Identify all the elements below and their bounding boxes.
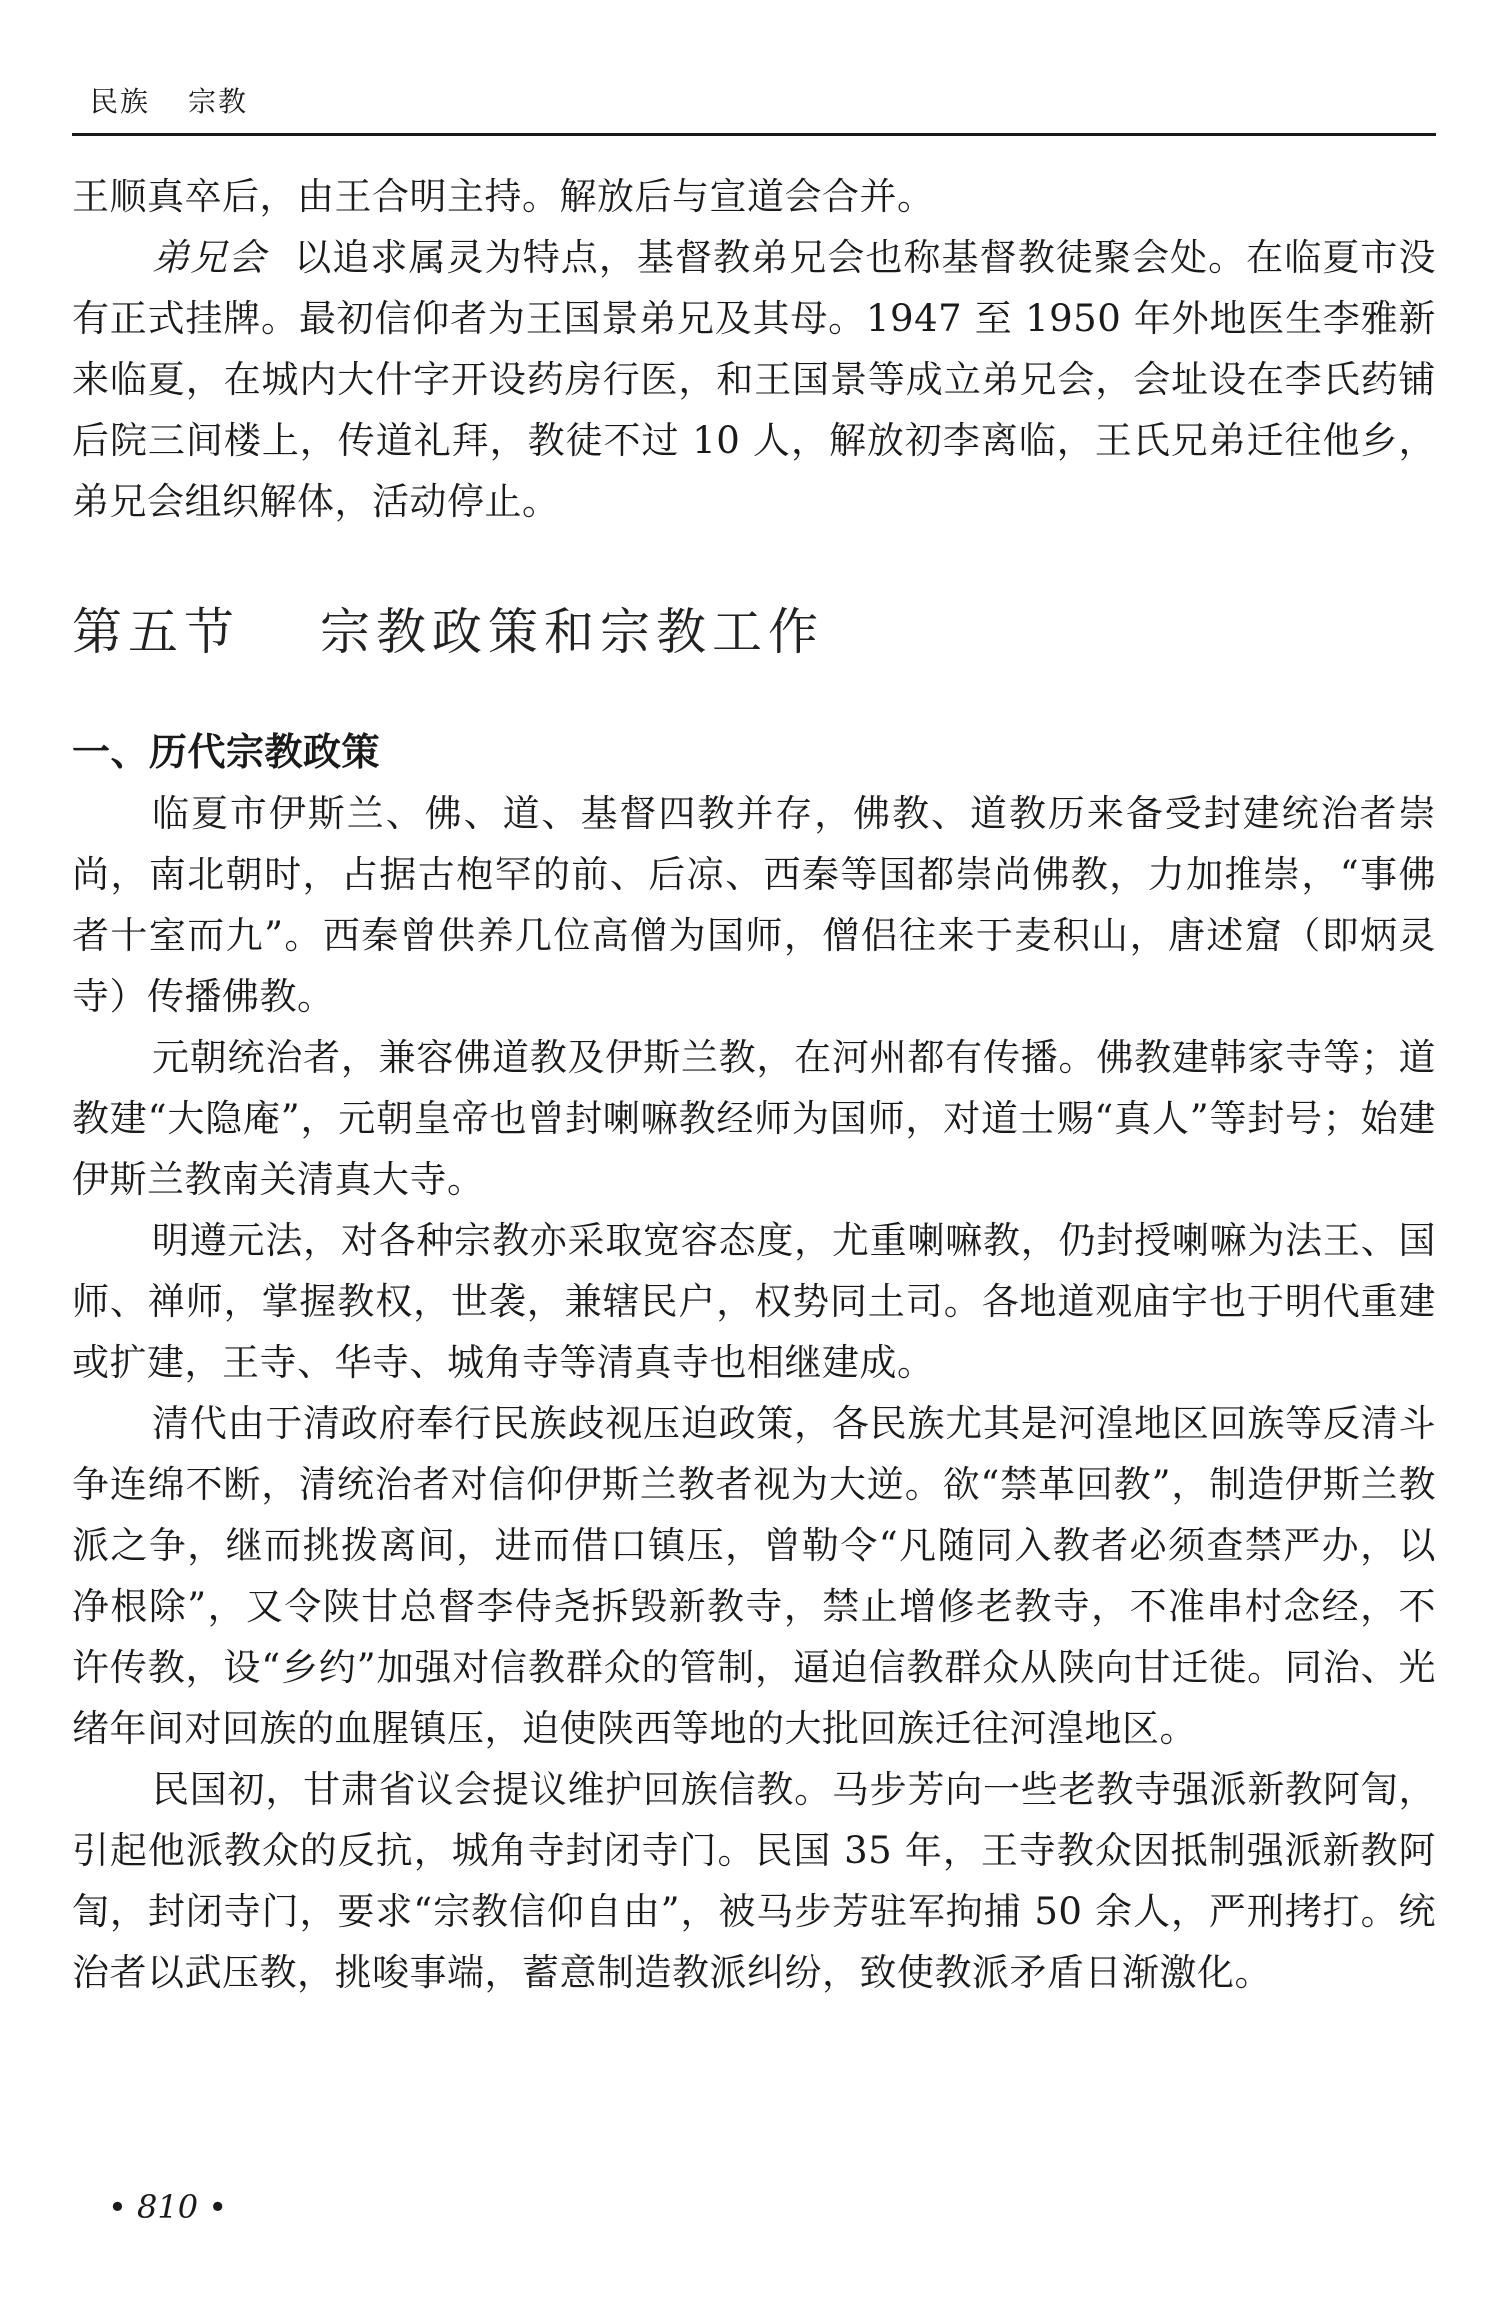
section-number: 第五节 — [72, 603, 240, 661]
running-head-left: 民族 — [90, 85, 151, 118]
body-paragraph: 清代由于清政府奉行民族歧视压迫政策，各民族尤其是河湟地区回族等反清斗争连绵不断，清统治者对信仰伊斯兰教者视为大逆。欲“禁革回教”，制造伊斯兰教派之争，继而挑拨离间，进而借口镇压，曾勒令“凡随同入教者必须查禁严办，以净根除”，又令陕甘总督李侍尧拆毁新教寺，禁止增修老教寺，不准串村念经，不许传教，设“乡约”加强对信教群众的管制，逼迫信教群众从陕向甘迁徙。同治、光绪年间对回族的血腥镇压，迫使陕西等地的大批回族迁往河湟地区。 — [72, 1402, 1436, 1750]
body-paragraph: 临夏市伊斯兰、佛、道、基督四教并存，佛教、道教历来备受封建统治者崇尚，南北朝时，占据古枹罕的前、后凉、西秦等国都崇尚佛教，力加推崇，“事佛者十室而九”。西秦曾供养几位高僧为国师，僧侣往来于麦积山，唐述窟（即炳灵寺）传播佛教。 — [72, 792, 1436, 1018]
body-paragraph: 明遵元法，对各种宗教亦采取宽容态度，尤重喇嘛教，仍封授喇嘛为法王、国师、禅师，掌握教权，世袭，兼辖民户，权势同土司。各地道观庙宇也于明代重建或扩建，王寺、华寺、城角寺等清真寺也相继建成。 — [72, 1219, 1436, 1384]
page-number: • 810 • — [108, 2188, 228, 2226]
page-content — [72, 166, 1436, 2003]
body-paragraph: 民国初，甘肃省议会提议维护回族信教。马步芳向一些老教寺强派新教阿訇，引起他派教众的反抗，城角寺封闭寺门。民国 35 年，王寺教众因抵制强派新教阿訇，封闭寺门，要求“宗教信仰自由”，被马步芳驻军拘捕 50 余人，严刑拷打。统治者以武压教，挑唆事端，蓄意制造教派纠纷，致使教派矛盾日渐激化。 — [72, 1768, 1436, 1994]
header-rule — [72, 133, 1436, 136]
paragraph-brethren — [72, 227, 1436, 532]
subsection-heading: 一、历代宗教政策 — [72, 730, 381, 774]
paragraph-brethren-text: 以追求属灵为特点，基督教弟兄会也称基督教徒聚会处。在临夏市没有正式挂牌。最初信仰者为王国景弟兄及其母。1947 至 1950 年外地医生李雅新来临夏，在城内大什字开设药房行医，和王国景等成立弟兄会，会址设在李氏药铺后院三间楼上，传道礼拜，教徒不过 10 人，解放初李离临，王氏兄弟迁往他乡，弟兄会组织解体，活动停止。 — [72, 236, 1436, 523]
run-in-heading: 弟兄会 — [152, 236, 267, 279]
paragraph-continuation: 王顺真卒后，由王合明主持。解放后与宣道会合并。 — [72, 175, 935, 218]
section-heading — [72, 602, 1436, 662]
running-head-right: 宗教 — [188, 85, 249, 118]
body-paragraph: 元朝统治者，兼容佛道教及伊斯兰教，在河州都有传播。佛教建韩家寺等；道教建“大隐庵”，元朝皇帝也曾封喇嘛教经师为国师，对道士赐“真人”等封号；始建伊斯兰教南关清真大寺。 — [72, 1036, 1436, 1201]
section-title: 宗教政策和宗教工作 — [320, 603, 824, 661]
running-head — [90, 80, 248, 120]
